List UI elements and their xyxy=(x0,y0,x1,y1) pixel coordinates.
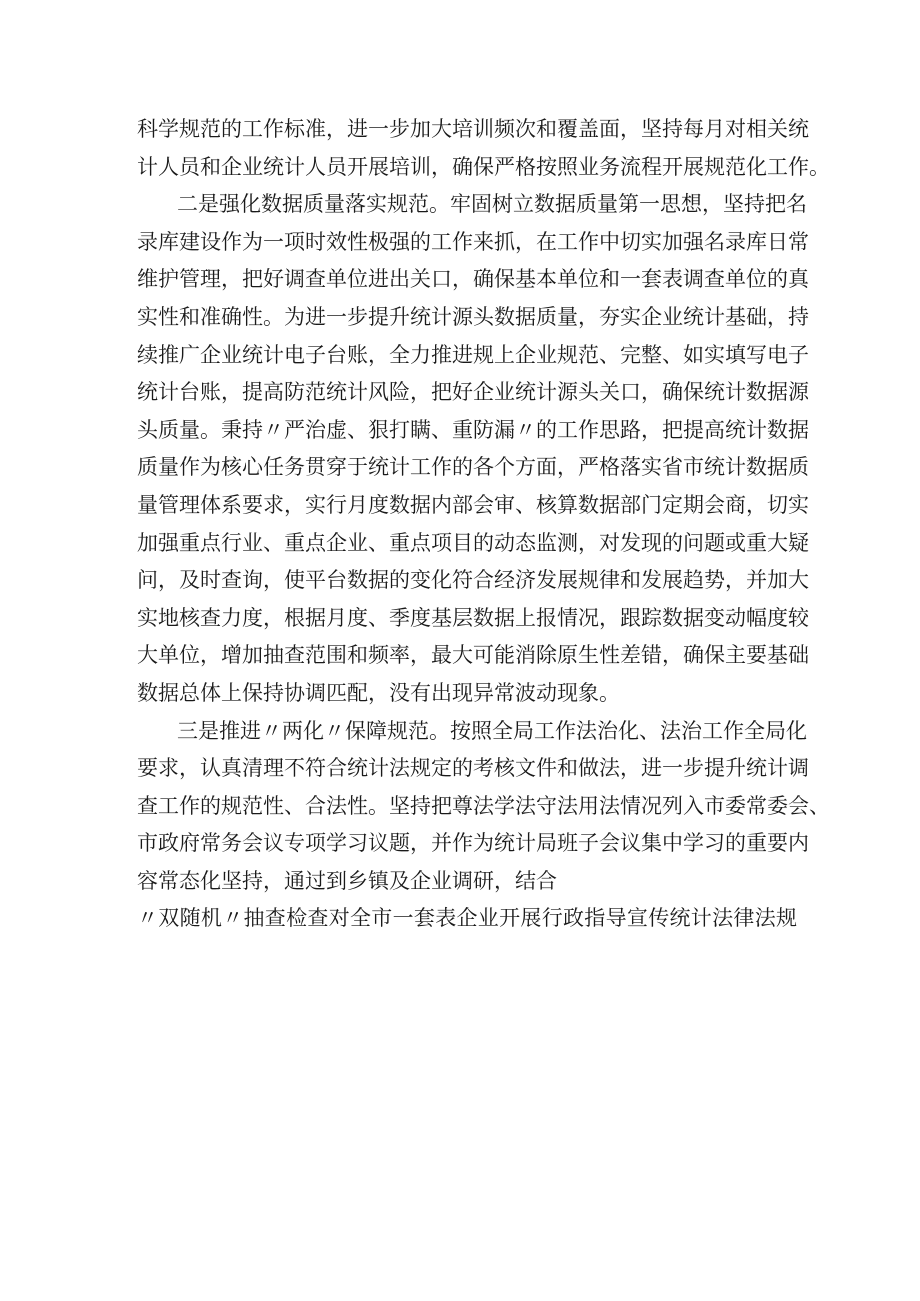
text-line: 大单位，增加抽查范围和频率，最大可能消除原生性差错，确保主要基础 xyxy=(137,643,809,668)
text-line: 数据总体上保持协调匹配，没有出现异常波动现象。 xyxy=(137,680,620,705)
text-line: 质量作为核心任务贯穿于统计工作的各个方面，严格落实省市统计数据质 xyxy=(137,455,809,480)
text-line: 〃双随机〃抽查检查对全市一套表企业开展行政指导宣传统计法律法规 xyxy=(137,906,797,931)
document-body xyxy=(137,111,830,938)
text-line: 头质量。秉持〃严治虚、狠打瞒、重防漏〃的工作思路，把提高统计数据 xyxy=(137,417,809,442)
text-line: 加强重点行业、重点企业、重点项目的动态监测，对发现的问题或重大疑 xyxy=(137,530,809,555)
text-line: 录库建设作为一项时效性极强的工作来抓，在工作中切实加强名录库日常 xyxy=(137,229,809,254)
text-line: 科学规范的工作标准，进一步加大培训频次和覆盖面，坚持每月对相关统 xyxy=(137,117,809,141)
text-line: 二是强化数据质量落实规范。牢固树立数据质量第一思想，坚持把名 xyxy=(177,192,807,217)
paragraph-legalization xyxy=(137,713,830,901)
paragraph-data-quality xyxy=(137,186,809,712)
text-line: 实地核查力度，根据月度、季度基层数据上报情况，跟踪数据变动幅度较 xyxy=(137,605,809,630)
text-line: 要求，认真清理不符合统计法规定的考核文件和做法，进一步提升统计调 xyxy=(137,756,809,781)
text-line: 市政府常务会议专项学习议题，并作为统计局班子会议集中学习的重要内 xyxy=(137,831,809,856)
text-line: 三是推进〃两化〃保障规范。按照全局工作法治化、法治工作全局化 xyxy=(177,718,807,743)
text-line: 容常态化坚持，通过到乡镇及企业调研，结合 xyxy=(137,868,557,893)
text-line: 实性和准确性。为进一步提升统计源头数据质量，夯实企业统计基础，持 xyxy=(137,304,809,329)
text-line: 问，及时查询，使平台数据的变化符合经济发展规律和发展趋势，并加大 xyxy=(137,568,809,593)
text-line: 计人员和企业统计人员开展培训，确保严格按照业务流程开展规范化工作。 xyxy=(137,154,830,179)
paragraph-double-random xyxy=(137,900,797,938)
paragraph-training xyxy=(137,111,830,186)
text-line: 统计台账，提高防范统计风险，把好企业统计源头关口，确保统计数据源 xyxy=(137,380,809,405)
text-line: 量管理体系要求，实行月度数据内部会审、核算数据部门定期会商，切实 xyxy=(137,492,809,517)
text-line: 续推广企业统计电子台账，全力推进规上企业规范、完整、如实填写电子 xyxy=(137,342,809,367)
text-line: 维护管理，把好调查单位进出关口，确保基本单位和一套表调查单位的真 xyxy=(137,267,809,292)
text-line: 查工作的规范性、合法性。坚持把尊法学法守法用法情况列入市委常委会、 xyxy=(137,793,830,818)
